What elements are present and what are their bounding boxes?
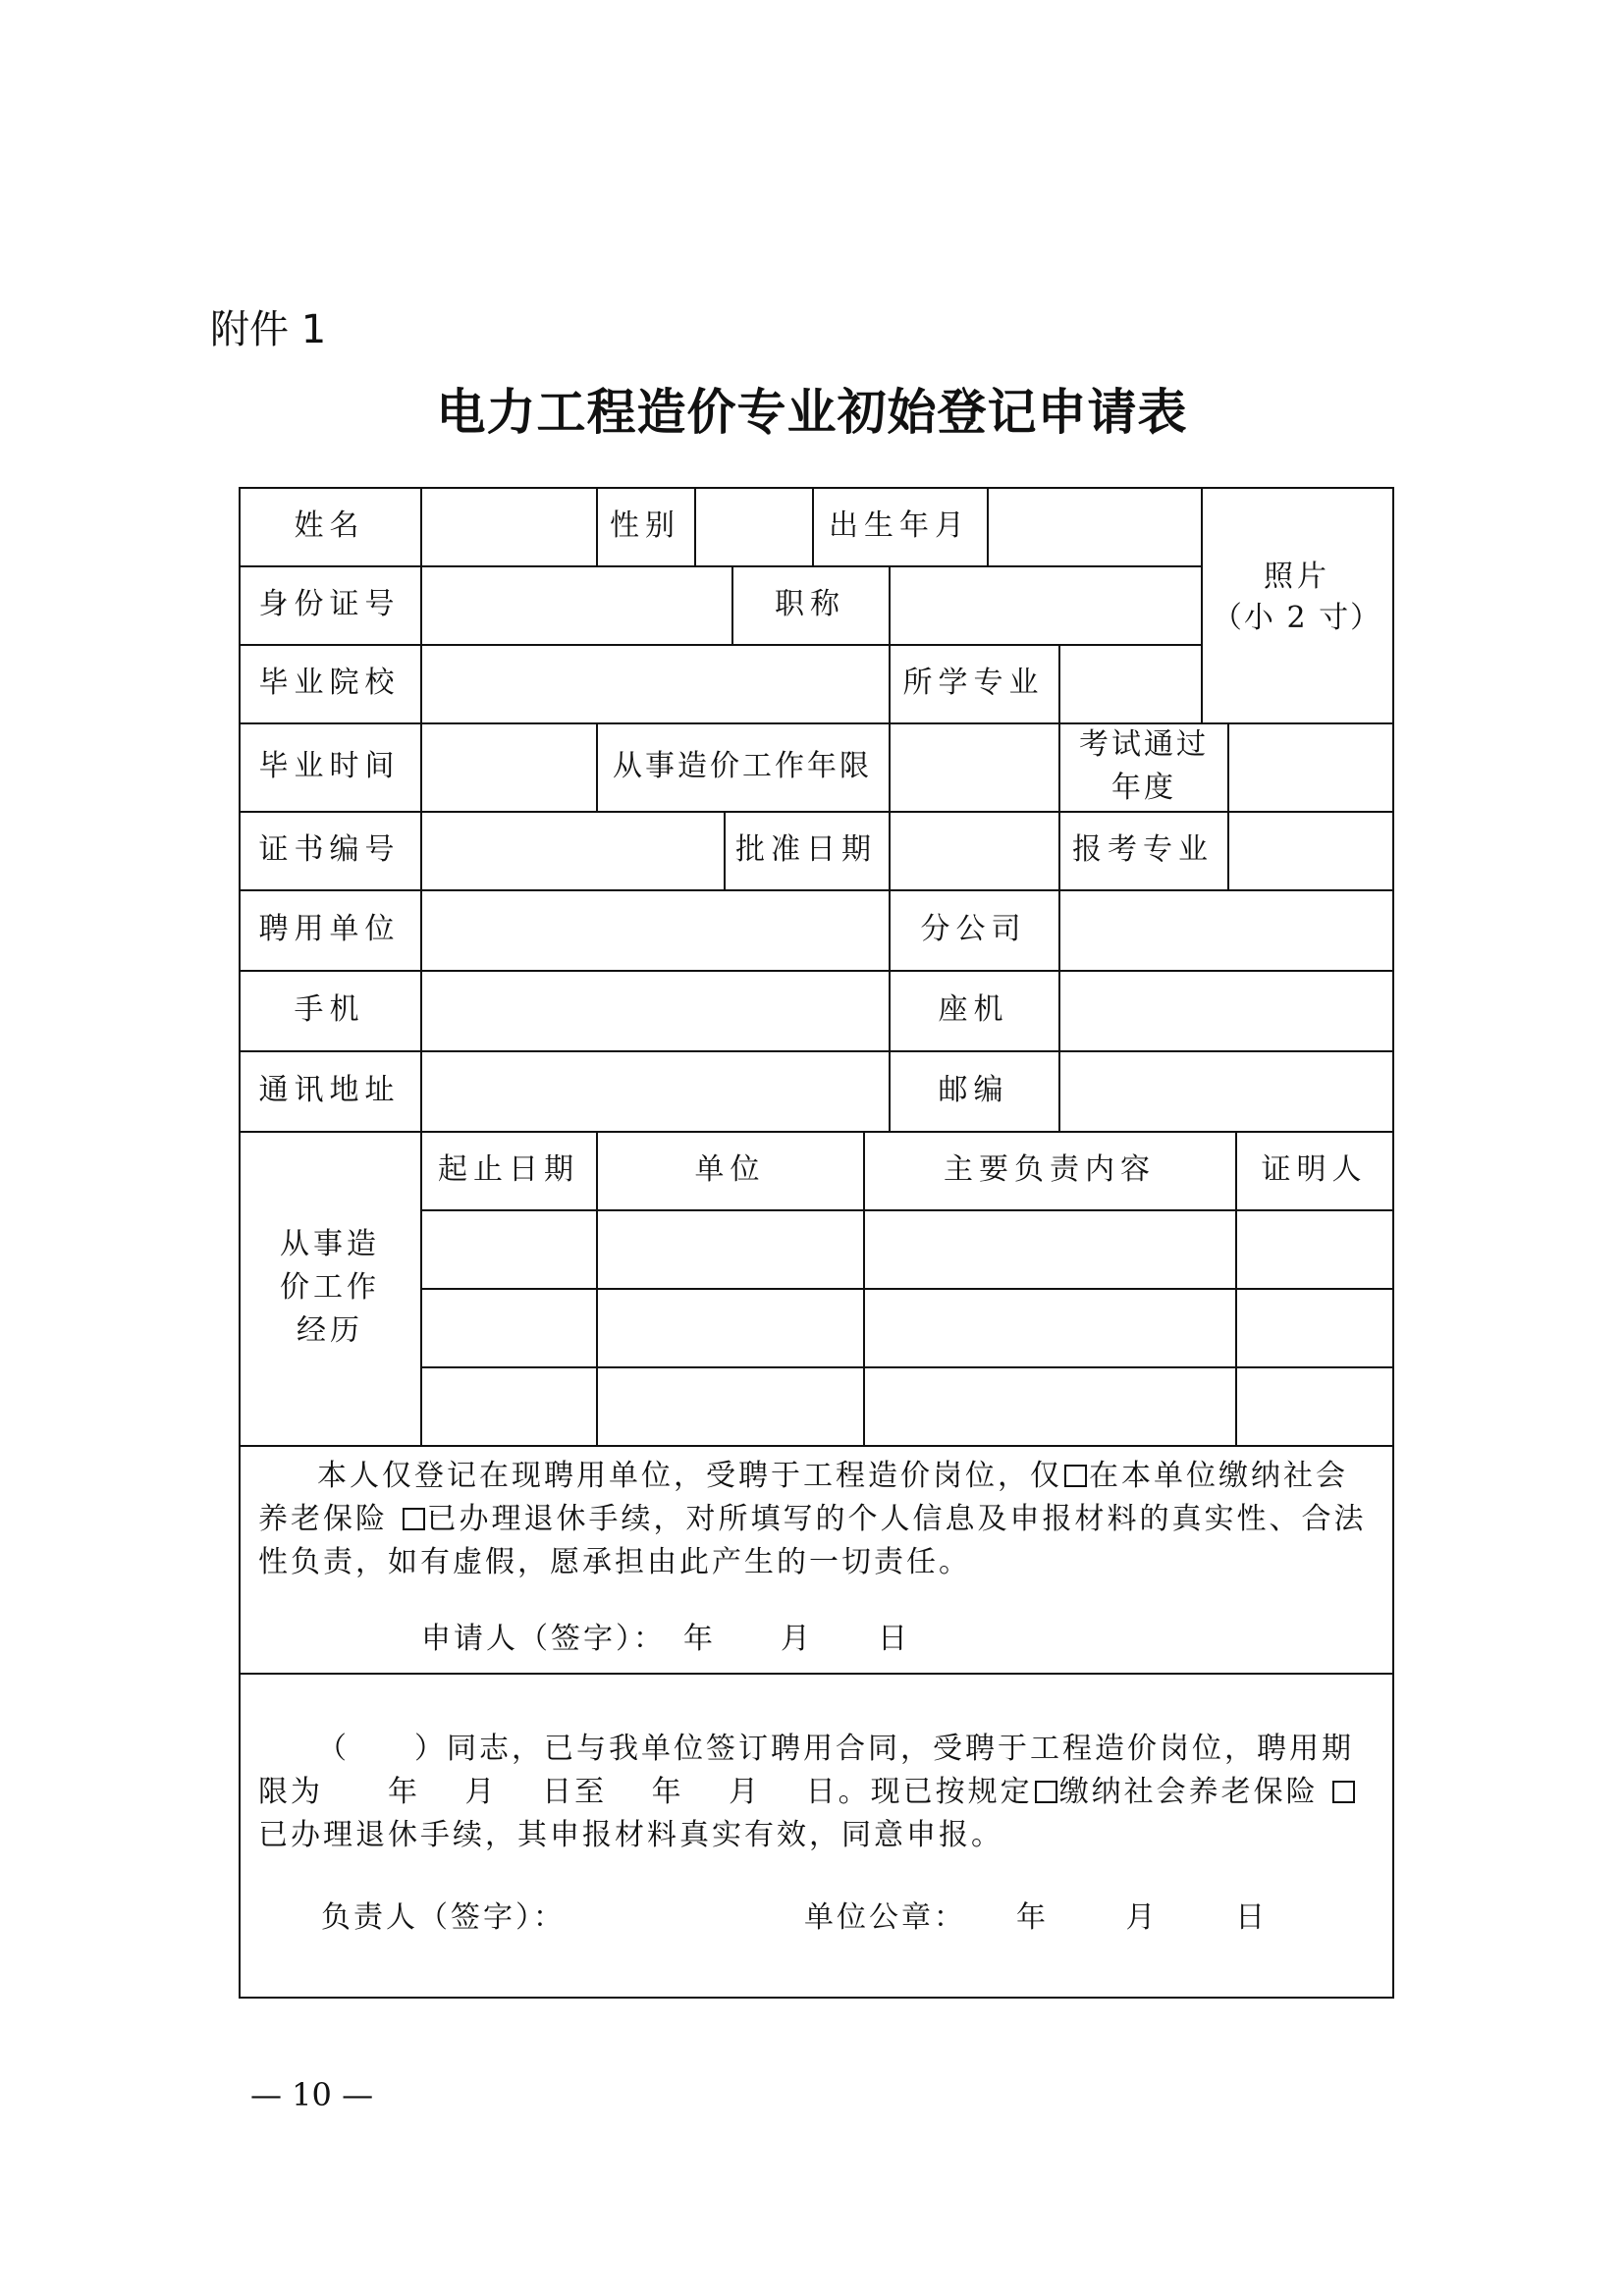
certificate-number-field[interactable]	[421, 811, 724, 889]
work-years-field[interactable]	[890, 722, 1058, 811]
title-label: 职称	[775, 587, 845, 621]
application-form-table	[239, 487, 1394, 1999]
attachment-label: 附件 1	[210, 307, 327, 352]
gender-label: 性别	[610, 508, 680, 543]
landline-label: 座机	[938, 992, 1009, 1027]
unit-insurance-checkbox[interactable]	[1035, 1781, 1057, 1803]
address-field[interactable]	[421, 1050, 889, 1131]
page-number: — 10 —	[250, 2076, 374, 2113]
experience-header-unit: 单位	[694, 1152, 766, 1187]
declaration-part3: 已办理退休手续，对所填写的个人信息及申报材料的真实性、合法性负责，如有虚假，愿承担由此产生的一切责任。	[258, 1502, 1367, 1579]
declaration-part1: 本人仅登记在现聘用单位，受聘于工程造价岗位，仅	[317, 1459, 1062, 1493]
applicant-signature-line: 申请人（签字）： 年 月 日	[421, 1622, 910, 1656]
insurance-checkbox[interactable]	[1064, 1465, 1087, 1487]
mobile-label: 手机	[294, 992, 365, 1027]
unit-part2: 缴纳社会养老保险	[1058, 1775, 1319, 1809]
approval-date-label: 批准日期	[735, 832, 877, 867]
approval-date-field[interactable]	[890, 811, 1058, 889]
birth-field[interactable]	[988, 487, 1201, 565]
branch-field[interactable]	[1059, 889, 1392, 970]
photo-label: 照片	[1264, 560, 1330, 594]
graduation-time-field[interactable]	[421, 722, 596, 811]
name-field[interactable]	[421, 487, 596, 565]
unit-part1: （ ）同志，已与我单位签订聘用合同，受聘于工程造价岗位，聘用期限为 年 月 日至 年 月 日。现已按规定	[258, 1732, 1354, 1809]
id-number-field[interactable]	[421, 565, 731, 644]
school-field[interactable]	[421, 644, 889, 722]
unit-statement-text	[258, 1728, 1378, 1857]
postcode-label: 邮编	[938, 1073, 1009, 1107]
experience-header-duties: 主要负责内容	[944, 1152, 1156, 1187]
landline-field[interactable]	[1059, 970, 1392, 1050]
exam-year-label: 考试通过年度	[1079, 727, 1209, 805]
branch-label: 分公司	[920, 912, 1027, 946]
postcode-field[interactable]	[1059, 1050, 1392, 1131]
name-label: 姓名	[294, 508, 365, 543]
declaration-part2: 在本单位缴纳社会养老保险	[258, 1459, 1348, 1536]
unit-retired-checkbox[interactable]	[1332, 1781, 1355, 1803]
retired-checkbox[interactable]	[403, 1508, 425, 1530]
exam-year-field[interactable]	[1228, 722, 1392, 811]
unit-seal-line: 单位公章： 年 月 日	[804, 1900, 1269, 1935]
mobile-field[interactable]	[421, 970, 889, 1050]
employer-label: 聘用单位	[258, 912, 401, 946]
major-field[interactable]	[1059, 644, 1201, 722]
form-title: 电力工程造价专业初始登记申请表	[436, 383, 1188, 441]
exam-major-label: 报考专业	[1072, 832, 1214, 867]
leader-signature-line: 负责人（签字）：	[321, 1900, 566, 1935]
declaration-text	[258, 1455, 1378, 1584]
experience-label: 从事造价工作经历	[280, 1227, 380, 1348]
photo-size-label: （小 2 寸）	[1212, 601, 1382, 635]
gender-field[interactable]	[695, 487, 812, 565]
title-field[interactable]	[890, 565, 1201, 644]
major-label: 所学专业	[902, 666, 1045, 700]
school-label: 毕业院校	[258, 666, 401, 700]
experience-header-witness: 证明人	[1261, 1152, 1368, 1187]
birth-label: 出生年月	[829, 508, 970, 543]
certificate-number-label: 证书编号	[258, 832, 401, 867]
address-label: 通讯地址	[258, 1073, 401, 1107]
experience-header-dates: 起止日期	[438, 1152, 579, 1187]
work-years-label: 从事造价工作年限	[613, 749, 872, 783]
graduation-time-label: 毕业时间	[258, 749, 401, 783]
unit-part3: 已办理退休手续，其申报材料真实有效，同意申报。	[258, 1818, 1003, 1852]
id-number-label: 身份证号	[258, 587, 401, 621]
employer-field[interactable]	[421, 889, 889, 970]
exam-major-field[interactable]	[1228, 811, 1392, 889]
